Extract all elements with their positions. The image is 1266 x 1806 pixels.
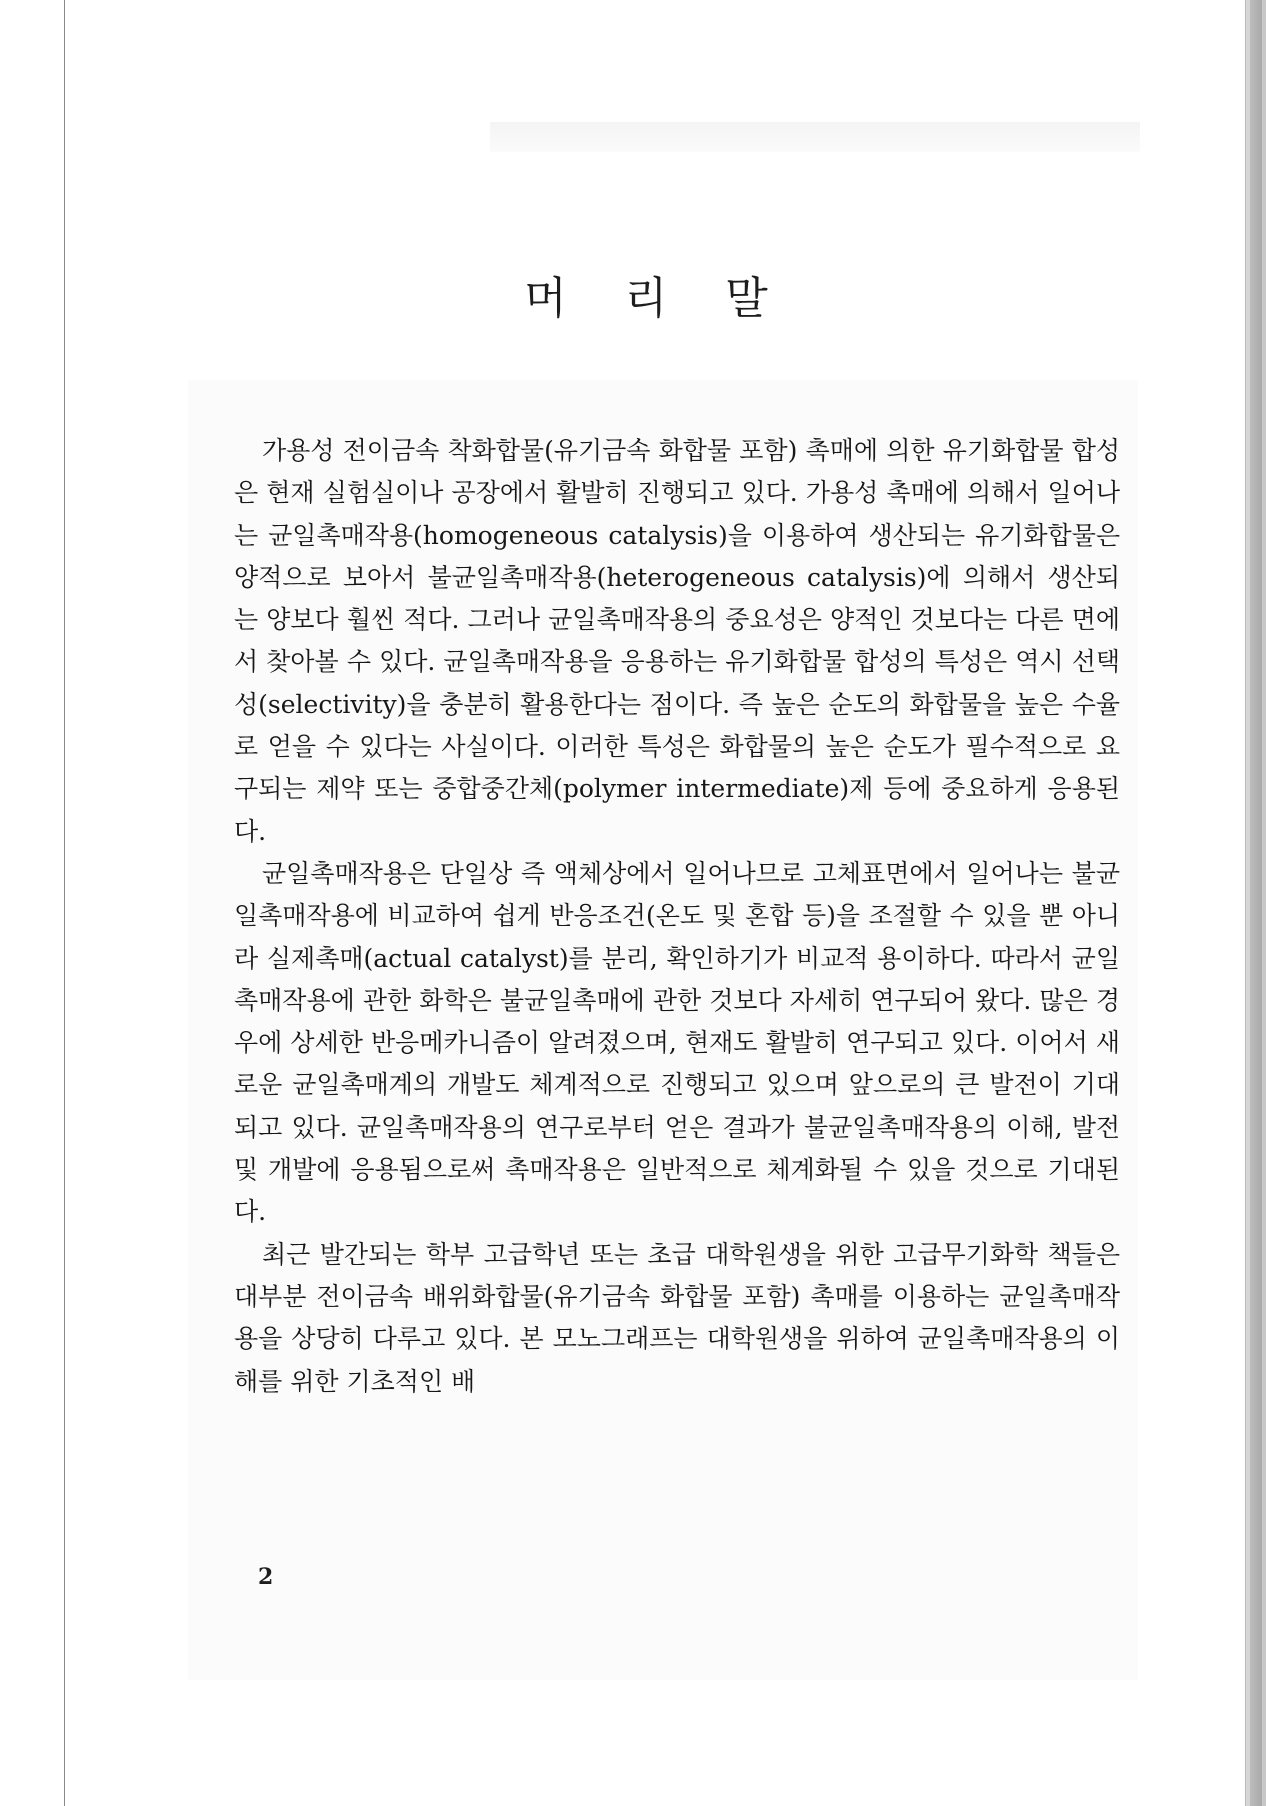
page-number: 2 — [258, 1564, 274, 1590]
page-heading: 머 리 말 — [524, 273, 790, 324]
scan-shading — [490, 122, 1140, 152]
paragraph: 최근 발간되는 학부 고급학년 또는 초급 대학원생을 위한 고급무기화학 책들은 대부분 전이금속 배위화합물(유기금속 화합물 포함) 촉매를 이용하는 균일촉매작용을 상당히 다루고 있다. 본 모노그래프는 대학원생을 위하여 균일촉매작용의 이해를 위한 기초적인 배 — [234, 1239, 1120, 1396]
body-text — [234, 430, 1120, 1403]
paragraph: 균일촉매작용은 단일상 즉 액체상에서 일어나므로 고체표면에서 일어나는 불균일촉매작용에 비교하여 쉽게 반응조건(온도 및 혼합 등)을 조절할 수 있을 뿐 아니라 실제촉매(actual catalyst)를 분리, 확인하기가 비교적 용이하다. 따라서 균일촉매작용에 관한 화학은 불균일촉매에 관한 것보다 자세히 연구되어 왔다. 많은 경우에 상세한 반응메카니즘이 알려졌으며, 현재도 활발히 연구되고 있다. 이어서 새로운 균일촉매계의 개발도 체계적으로 진행되고 있으며 앞으로의 큰 발전이 기대되고 있다. 균일촉매작용의 연구로부터 얻은 결과가 불균일촉매작용의 이해, 발전 및 개발에 응용됨으로써 촉매작용은 일반적으로 체계화될 수 있을 것으로 기대된다. — [234, 858, 1120, 1227]
paragraph: 가용성 전이금속 착화합물(유기금속 화합물 포함) 촉매에 의한 유기화합물 합성은 현재 실험실이나 공장에서 활발히 진행되고 있다. 가용성 촉매에 의해서 일어나는 균일촉매작용(homogeneous catalysis)을 이용하여 생산되는 유기화합물은 양적으로 보아서 불균일촉매작용(heterogeneous catalysis)에 의해서 생산되는 양보다 훨씬 적다. 그러나 균일촉매작용의 중요성은 양적인 것보다는 다른 면에서 찾아볼 수 있다. 균일촉매작용을 응용하는 유기화합물 합성의 특성은 역시 선택성(selectivity)을 충분히 활용한다는 점이다. 즉 높은 순도의 화합물을 높은 수율로 얻을 수 있다는 사실이다. 이러한 특성은 화합물의 높은 순도가 필수적으로 요구되는 제약 또는 중합중간체(polymer intermediate)제 등에 중요하게 응용된다. — [234, 436, 1120, 846]
scrollbar-thumb[interactable] — [1250, 0, 1262, 1806]
